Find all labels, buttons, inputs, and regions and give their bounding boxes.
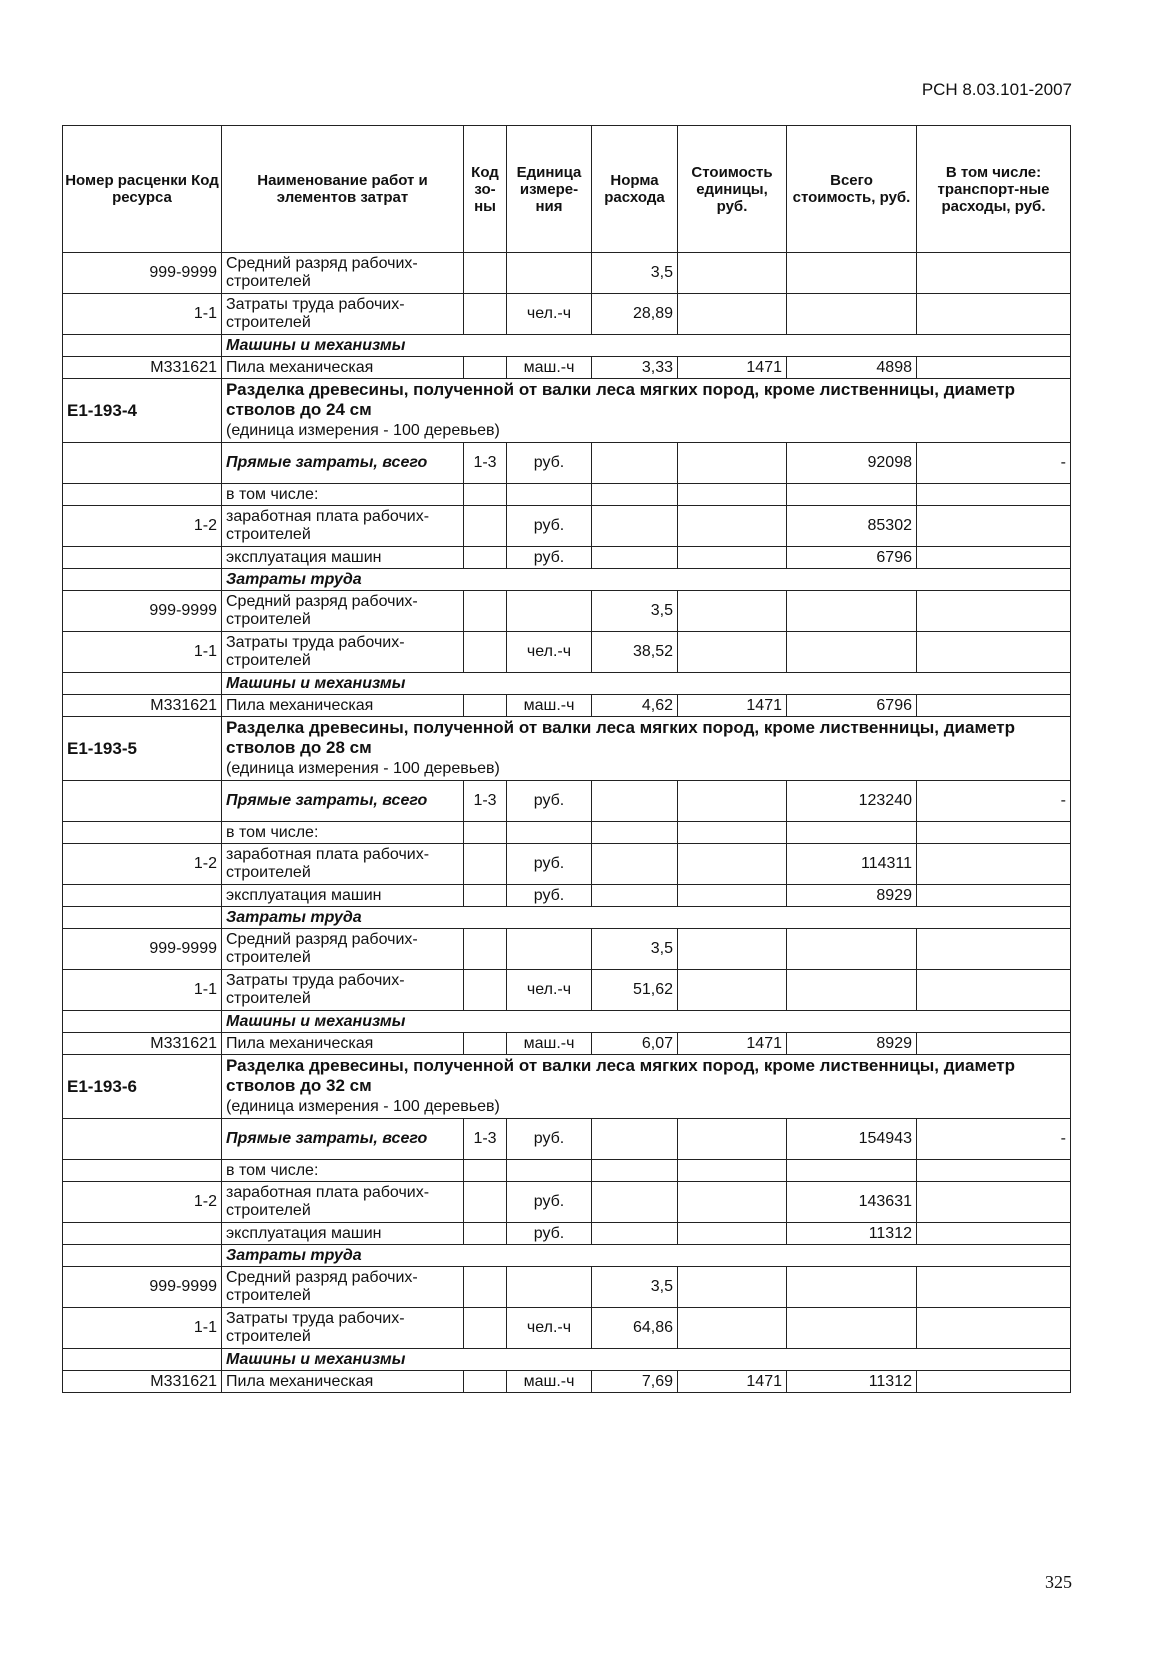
row-group-title: Машины и механизмы xyxy=(222,1349,1071,1371)
row-name: заработная плата рабочих-строителей xyxy=(222,506,464,547)
row-code: 999-9999 xyxy=(63,591,222,632)
row-unit: чел.-ч xyxy=(507,294,592,335)
row-name: в том числе: xyxy=(222,822,464,844)
table-row xyxy=(63,1223,1071,1245)
row-code: М331621 xyxy=(63,357,222,379)
row-unit: руб. xyxy=(507,1223,592,1245)
row-unit: руб. xyxy=(507,443,592,484)
row-transport: - xyxy=(917,781,1071,822)
row-unit: руб. xyxy=(507,547,592,569)
header-unit: Единица измере-ния xyxy=(507,126,592,253)
table-row xyxy=(63,970,1071,1011)
row-name: в том числе: xyxy=(222,1160,464,1182)
row-code: 1-1 xyxy=(63,970,222,1011)
table-row xyxy=(63,547,1071,569)
row-unit: чел.-ч xyxy=(507,970,592,1011)
row-unit: маш.-ч xyxy=(507,1033,592,1055)
row-norm: 6,07 xyxy=(592,1033,678,1055)
table-row xyxy=(63,484,1071,506)
row-name: Средний разряд рабочих-строителей xyxy=(222,929,464,970)
row-norm: 7,69 xyxy=(592,1371,678,1393)
row-code: М331621 xyxy=(63,1033,222,1055)
table-row xyxy=(63,1119,1071,1160)
row-total: 6796 xyxy=(787,547,917,569)
row-code: 1-2 xyxy=(63,506,222,547)
row-unit-cost: 1471 xyxy=(678,1033,787,1055)
table-header-row xyxy=(63,126,1071,253)
row-norm: 64,86 xyxy=(592,1308,678,1349)
row-unit: маш.-ч xyxy=(507,695,592,717)
row-norm: 3,5 xyxy=(592,591,678,632)
row-total: 8929 xyxy=(787,885,917,907)
row-name: Средний разряд рабочих-строителей xyxy=(222,591,464,632)
row-code: 999-9999 xyxy=(63,1267,222,1308)
table-row xyxy=(63,1371,1071,1393)
row-norm: 28,89 xyxy=(592,294,678,335)
row-norm: 4,62 xyxy=(592,695,678,717)
row-total: 114311 xyxy=(787,844,917,885)
row-name: заработная плата рабочих-строителей xyxy=(222,844,464,885)
table-row xyxy=(63,506,1071,547)
row-name: Прямые затраты, всего xyxy=(222,443,464,484)
row-unit-cost: 1471 xyxy=(678,695,787,717)
table-row xyxy=(63,294,1071,335)
row-name: Затраты труда рабочих-строителей xyxy=(222,294,464,335)
row-unit: чел.-ч xyxy=(507,632,592,673)
row-name: Пила механическая xyxy=(222,1371,464,1393)
table-row xyxy=(63,1011,1071,1033)
row-total: 85302 xyxy=(787,506,917,547)
row-unit: руб. xyxy=(507,1119,592,1160)
row-name: Пила механическая xyxy=(222,1033,464,1055)
row-code: 999-9999 xyxy=(63,929,222,970)
table-row xyxy=(63,1182,1071,1223)
row-group-title: Машины и механизмы xyxy=(222,1011,1071,1033)
section-header xyxy=(63,1055,1071,1119)
row-unit-cost: 1471 xyxy=(678,1371,787,1393)
header-code: Номер расценки Код ресурса xyxy=(63,126,222,253)
row-code: 1-2 xyxy=(63,1182,222,1223)
section-code: Е1-193-4 xyxy=(63,379,222,443)
row-group-title: Затраты труда xyxy=(222,569,1071,591)
row-total: 4898 xyxy=(787,357,917,379)
section-header xyxy=(63,717,1071,781)
row-unit: руб. xyxy=(507,885,592,907)
header-norm: Норма расхода xyxy=(592,126,678,253)
header-transport: В том числе: транспорт-ные расходы, руб. xyxy=(917,126,1071,253)
row-code: М331621 xyxy=(63,1371,222,1393)
table-row xyxy=(63,569,1071,591)
row-norm: 3,5 xyxy=(592,1267,678,1308)
row-code: 999-9999 xyxy=(63,253,222,294)
header-zone: Код зо-ны xyxy=(464,126,507,253)
row-group-title: Затраты труда xyxy=(222,1245,1071,1267)
section-unit-note: (единица измерения - 100 деревьев) xyxy=(226,1098,500,1115)
row-unit-cost: 1471 xyxy=(678,357,787,379)
table-row xyxy=(63,1245,1071,1267)
row-name: Пила механическая xyxy=(222,695,464,717)
row-unit: маш.-ч xyxy=(507,1371,592,1393)
header-name: Наименование работ и элементов затрат xyxy=(222,126,464,253)
row-norm: 38,52 xyxy=(592,632,678,673)
row-transport: - xyxy=(917,443,1071,484)
row-group-title: Машины и механизмы xyxy=(222,335,1071,357)
section-title-cell xyxy=(222,1055,1071,1119)
document-code: РСН 8.03.101-2007 xyxy=(921,80,1072,99)
row-total: 11312 xyxy=(787,1223,917,1245)
table-row xyxy=(63,907,1071,929)
header-total: Всего стоимость, руб. xyxy=(787,126,917,253)
table-row xyxy=(63,844,1071,885)
table-row xyxy=(63,673,1071,695)
row-code: 1-1 xyxy=(63,294,222,335)
section-header xyxy=(63,379,1071,443)
table-row xyxy=(63,335,1071,357)
row-group-title: Затраты труда xyxy=(222,907,1071,929)
table-row xyxy=(63,822,1071,844)
table-row xyxy=(63,253,1071,294)
header-unit-cost: Стоимость единицы, руб. xyxy=(678,126,787,253)
row-code: М331621 xyxy=(63,695,222,717)
row-name: Прямые затраты, всего xyxy=(222,1119,464,1160)
row-total: 143631 xyxy=(787,1182,917,1223)
row-group-title: Машины и механизмы xyxy=(222,673,1071,695)
row-zone: 1-3 xyxy=(464,443,507,484)
section-code: Е1-193-5 xyxy=(63,717,222,781)
table-row xyxy=(63,1349,1071,1371)
table-row xyxy=(63,1033,1071,1055)
row-name: заработная плата рабочих-строителей xyxy=(222,1182,464,1223)
table-row xyxy=(63,591,1071,632)
table-row xyxy=(63,443,1071,484)
page-number: 325 xyxy=(1045,1572,1072,1592)
row-zone: 1-3 xyxy=(464,1119,507,1160)
row-name: в том числе: xyxy=(222,484,464,506)
row-total: 92098 xyxy=(787,443,917,484)
table-row xyxy=(63,1267,1071,1308)
row-unit: маш.-ч xyxy=(507,357,592,379)
row-name: Затраты труда рабочих-строителей xyxy=(222,632,464,673)
row-name: эксплуатация машин xyxy=(222,885,464,907)
table-row xyxy=(63,357,1071,379)
section-title: Разделка древесины, полученной от валки леса мягких пород, кроме лиственницы, диаметр стволов до 28 см xyxy=(226,718,1015,757)
row-norm: 3,5 xyxy=(592,253,678,294)
table-row xyxy=(63,1160,1071,1182)
section-title-cell xyxy=(222,379,1071,443)
table-row xyxy=(63,885,1071,907)
table-row xyxy=(63,695,1071,717)
row-code: 1-2 xyxy=(63,844,222,885)
section-code: Е1-193-6 xyxy=(63,1055,222,1119)
row-name: Средний разряд рабочих-строителей xyxy=(222,253,464,294)
row-total: 154943 xyxy=(787,1119,917,1160)
row-name: Средний разряд рабочих-строителей xyxy=(222,1267,464,1308)
row-unit: руб. xyxy=(507,506,592,547)
row-total: 8929 xyxy=(787,1033,917,1055)
row-code: 1-1 xyxy=(63,1308,222,1349)
row-transport: - xyxy=(917,1119,1071,1160)
row-total: 11312 xyxy=(787,1371,917,1393)
row-unit: руб. xyxy=(507,781,592,822)
row-unit: руб. xyxy=(507,844,592,885)
row-unit: чел.-ч xyxy=(507,1308,592,1349)
row-code: 1-1 xyxy=(63,632,222,673)
row-name: Прямые затраты, всего xyxy=(222,781,464,822)
row-name: Затраты труда рабочих-строителей xyxy=(222,970,464,1011)
section-unit-note: (единица измерения - 100 деревьев) xyxy=(226,422,500,439)
row-name: Затраты труда рабочих-строителей xyxy=(222,1308,464,1349)
table-row xyxy=(63,1308,1071,1349)
row-total: 6796 xyxy=(787,695,917,717)
row-norm: 3,5 xyxy=(592,929,678,970)
row-name: Пила механическая xyxy=(222,357,464,379)
section-unit-note: (единица измерения - 100 деревьев) xyxy=(226,760,500,777)
table-row xyxy=(63,781,1071,822)
row-name: эксплуатация машин xyxy=(222,1223,464,1245)
rates-table xyxy=(62,125,1071,1393)
row-total: 123240 xyxy=(787,781,917,822)
section-title-cell xyxy=(222,717,1071,781)
row-unit: руб. xyxy=(507,1182,592,1223)
row-norm: 51,62 xyxy=(592,970,678,1011)
table-row xyxy=(63,632,1071,673)
section-title: Разделка древесины, полученной от валки леса мягких пород, кроме лиственницы, диаметр стволов до 24 см xyxy=(226,380,1015,419)
table-row xyxy=(63,929,1071,970)
section-title: Разделка древесины, полученной от валки леса мягких пород, кроме лиственницы, диаметр стволов до 32 см xyxy=(226,1056,1015,1095)
row-name: эксплуатация машин xyxy=(222,547,464,569)
row-norm: 3,33 xyxy=(592,357,678,379)
row-zone: 1-3 xyxy=(464,781,507,822)
